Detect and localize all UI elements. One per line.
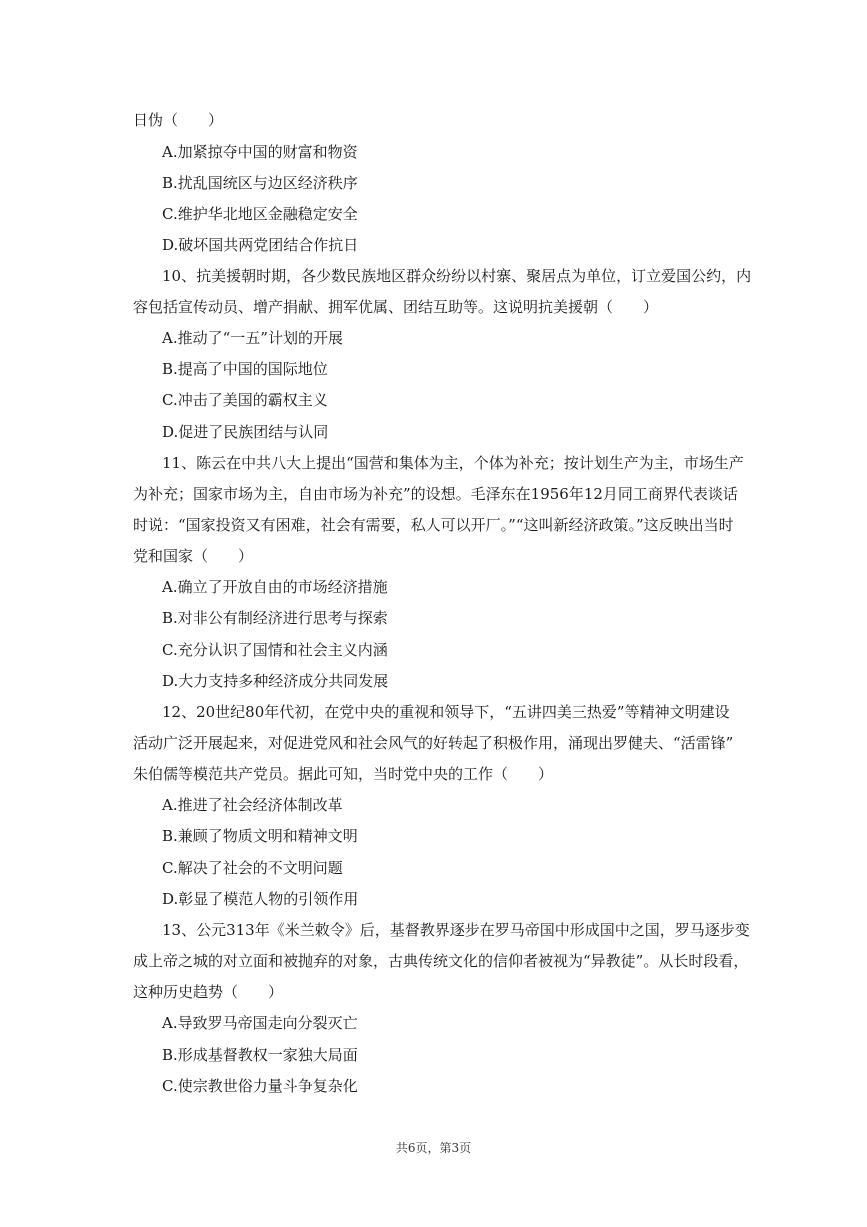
question-12-option-d: D.彰显了模范人物的引领作用 [162, 890, 359, 908]
question-13-option-a: A.导致罗马帝国走向分裂灭亡 [162, 1014, 358, 1032]
question-12-stem-line-1: 12、20世纪80年代初，在党中央的重视和领导下，“五讲四美三热爱”等精神文明建设 [162, 703, 730, 721]
question-9-option-a: A.加紧掠夺中国的财富和物资 [162, 143, 358, 161]
question-13-stem-line-2: 成上帝之城的对立面和被抛弃的对象，古典传统文化的信仰者被视为“异教徒”。从长时段看， [133, 952, 749, 970]
question-12-stem-line-2: 活动广泛开展起来，对促进党风和社会风气的好转起了积极作用，涌现出罗健夫、“活雷锋” [133, 734, 734, 752]
question-11-stem-line-4: 党和国家（ ） [133, 547, 254, 565]
question-13-stem-line-3: 这种历史趋势（ ） [133, 983, 284, 1001]
question-9-stem-line-1: 日伪（ ） [133, 111, 224, 129]
question-11-stem-line-3: 时说：“国家投资又有困难，社会有需要，私人可以开厂。”“这叫新经济政策。”这反映出当时 [133, 516, 734, 534]
question-10-option-a: A.推动了“一五”计划的开展 [162, 329, 343, 347]
question-11-stem-line-2: 为补充；国家市场为主，自由市场为补充”的设想。毛泽东在1956年12月同工商界代表谈话 [133, 485, 738, 503]
question-10-option-d: D.促进了民族团结与认同 [162, 423, 329, 441]
question-10-option-c: C.冲击了美国的霸权主义 [162, 391, 328, 409]
question-13-option-c: C.使宗教世俗力量斗争复杂化 [162, 1077, 358, 1095]
question-10-stem-line-2: 容包括宣传动员、增产捐献、拥军优属、团结互助等。这说明抗美援朝（ ） [133, 298, 659, 316]
question-11-stem-line-1: 11、陈云在中共八大上提出“国营和集体为主，个体为补充；按计划生产为主，市场生产 [162, 454, 744, 472]
question-10-option-b: B.提高了中国的国际地位 [162, 360, 328, 378]
question-12-option-c: C.解决了社会的不文明问题 [162, 859, 343, 877]
question-12-stem-line-3: 朱伯儒等模范共产党员。据此可知，当时党中央的工作（ ） [133, 765, 554, 783]
question-9-option-b: B.扰乱国统区与边区经济秩序 [162, 174, 358, 192]
question-11-option-d: D.大力支持多种经济成分共同发展 [162, 672, 389, 690]
question-11-option-a: A.确立了开放自由的市场经济措施 [162, 578, 388, 596]
question-13-option-b: B.形成基督教权一家独大局面 [162, 1046, 358, 1064]
question-11-option-c: C.充分认识了国情和社会主义内涵 [162, 641, 388, 659]
question-9-option-c: C.维护华北地区金融稳定安全 [162, 205, 358, 223]
question-12-option-a: A.推进了社会经济体制改革 [162, 796, 343, 814]
page-footer: 共6页，第3页 [395, 1141, 472, 1155]
question-10-stem-line-1: 10、抗美援朝时期，各少数民族地区群众纷纷以村寨、聚居点为单位，订立爱国公约，内 [162, 267, 752, 285]
question-13-stem-line-1: 13、公元313年《米兰敕令》后，基督教界逐步在罗马帝国中形成国中之国，罗马逐步变 [162, 921, 750, 939]
question-11-option-b: B.对非公有制经济进行思考与探索 [162, 609, 388, 627]
question-9-option-d: D.破坏国共两党团结合作抗日 [162, 236, 359, 254]
question-12-option-b: B.兼顾了物质文明和精神文明 [162, 827, 358, 845]
